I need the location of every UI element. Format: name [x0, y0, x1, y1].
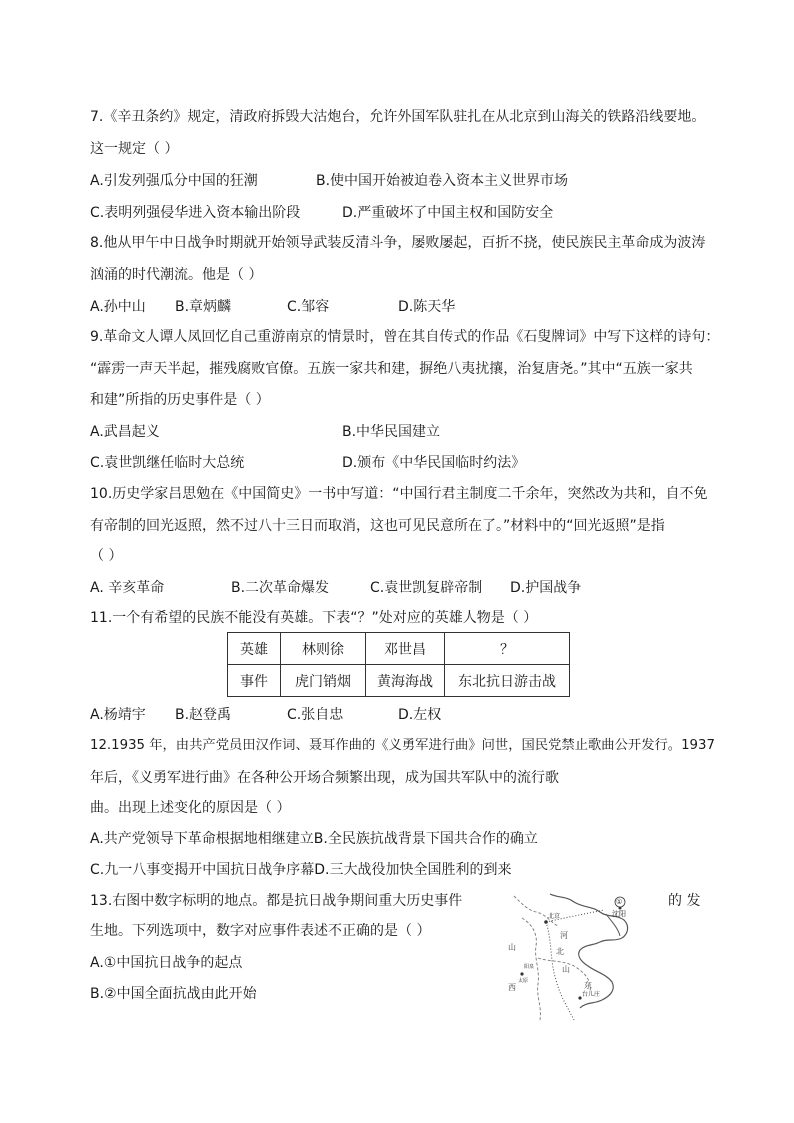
q9-option-d: D.颁布《中华民国临时约法》 [342, 455, 526, 471]
q13-stem-line2: 生地。下列选项中，数字对应事件表述不正确的是（ ） [90, 923, 431, 939]
table-cell: 林则徐 [281, 633, 366, 665]
q13-stem-line1-left: 13.右图中数字标明的地点。都是抗日战争期间重大历史事件 [90, 893, 463, 909]
q11-option-d: D.左权 [398, 707, 442, 723]
table-cell: 事件 [228, 665, 281, 697]
q12-stem-line2: 年后，《义勇军进行曲》在各种公开场合频繁出现，成为国共军队中的流行歌 [90, 770, 559, 786]
table-cell: 邓世昌 [366, 633, 445, 665]
q9-option-a: A.武昌起义 [90, 424, 160, 440]
q11-option-c: C.张自忠 [287, 707, 344, 723]
q12-stem-line3: 曲。出现上述变化的原因是（ ） [90, 800, 291, 816]
table-row [228, 633, 570, 665]
map-label-dong: 东 [584, 981, 592, 990]
q7-stem-line2: 这一规定（ ） [90, 141, 179, 157]
q8-option-a: A.孙中山 [90, 299, 146, 315]
q11-stem: 11.一个有希望的民族不能没有英雄。下表“？”处对应的英雄人物是（ ） [90, 610, 538, 626]
q11-option-a: A.杨靖宇 [90, 707, 146, 723]
q8-option-c: C.邹容 [287, 299, 330, 315]
q9-stem-line3: 和建”所指的历史事件是（ ） [90, 392, 270, 408]
q9-stem-line2: “霹雳一声天半起，摧残腐败官僚。五族一家共和建，摒绝八夷扰攘，治复唐尧。”其中“五族一家共 [90, 361, 693, 377]
map-label-yangquan: 阳泉 [524, 964, 535, 970]
table-cell: 黄海海战 [366, 665, 445, 697]
q13-option-b: B.②中国全面抗战由此开始 [90, 986, 257, 1002]
map-label-he: 河 [560, 931, 568, 940]
q9-option-b: B.中华民国建立 [342, 424, 441, 440]
table-cell: ？ [445, 633, 570, 665]
province-border [514, 896, 561, 926]
map-label-xi: 西 [508, 983, 516, 992]
map-label-shan-dong: 山 [562, 965, 570, 974]
q10-option-d: D.护国战争 [510, 580, 582, 596]
table-cell: 东北抗日游击战 [445, 665, 570, 697]
table-cell: 英雄 [228, 633, 281, 665]
heroes-table [227, 632, 570, 697]
map-label-shan: 山 [508, 943, 516, 952]
q12-options-cd: C.九一八事变揭开中国抗日战争序幕D.三大战役加快全国胜利的到来 [90, 862, 512, 878]
q8-option-b: B.章炳麟 [175, 299, 232, 315]
q13-stem-line1-right: 的 发 [668, 893, 701, 909]
map-label-1: ① [616, 898, 623, 906]
map-label-taierzhuang: 台儿庄 [582, 991, 601, 998]
q9-option-c: C.袁世凯继任临时大总统 [90, 455, 245, 471]
q7-option-a: A.引发列强瓜分中国的狂潮 [90, 173, 258, 189]
q12-options-ab: A.共产党领导下革命根据地相继建立B.全民族抗战背景下国共合作的确立 [90, 831, 538, 847]
map-label-taiyuan: 太原 [518, 978, 529, 984]
q10-option-c: C.袁世凯复辟帝制 [370, 580, 483, 596]
q12-stem-line1: 12.1935 年，由共产党员田汉作词、聂耳作曲的《义勇军进行曲》问世，国民党禁止歌曲公开发行。1937 [90, 738, 715, 753]
q13-option-a: A.①中国抗日战争的起点 [90, 955, 243, 971]
q10-stem-line3: （ ） [90, 548, 123, 564]
q11-option-b: B.赵登禹 [175, 707, 232, 723]
taiyuan-dot [520, 972, 523, 975]
q7-stem-line1: 7.《辛丑条约》规定，清政府拆毁大沽炮台，允许外国军队驻扎在从北京到山海关的铁路沿线要地。 [90, 109, 706, 125]
q7-option-d: D.严重破坏了中国主权和国防安全 [342, 205, 554, 221]
map-label-bei: 北 [556, 947, 564, 956]
north-china-map [488, 888, 638, 1028]
q9-stem-line1: 9.革命文人谭人凤回忆自己重游南京的情景时，曾在其自传式的作品《石叟牌词》中写下这样的诗句： [90, 329, 720, 345]
q8-stem-line1: 8.他从甲午中日战争时期就开始领导武装反清斗争，屡败屡起，百折不挠，使民族民主革命成为波涛 [90, 235, 706, 251]
q7-option-b: B.使中国开始被迫卷入资本主义世界市场 [316, 173, 569, 189]
beijing-dot [544, 920, 548, 924]
q8-option-d: D.陈天华 [398, 299, 456, 315]
q8-stem-line2: 汹涌的时代潮流。他是（ ） [90, 267, 263, 283]
q10-stem-line1: 10.历史学家吕思勉在《中国简史》一书中写道：“中国行君主制度二千余年，突然改为共和，自不免 [90, 486, 708, 502]
map-label-beijing: 北京 [548, 913, 561, 920]
map-label-shenyang: 沈阳 [612, 910, 626, 918]
table-row [228, 665, 570, 697]
q10-stem-line2: 有帝制的回光返照，然不过八十三日而取消，这也可见民意所在了。”材料中的“回光返照”是指 [90, 518, 665, 534]
q10-option-a: A. 辛亥革命 [90, 580, 165, 596]
q10-option-b: B.二次革命爆发 [231, 580, 330, 596]
province-border [538, 958, 590, 992]
table-cell: 虎门销烟 [281, 665, 366, 697]
q7-option-c: C.表明列强侵华进入资本输出阶段 [90, 205, 301, 221]
